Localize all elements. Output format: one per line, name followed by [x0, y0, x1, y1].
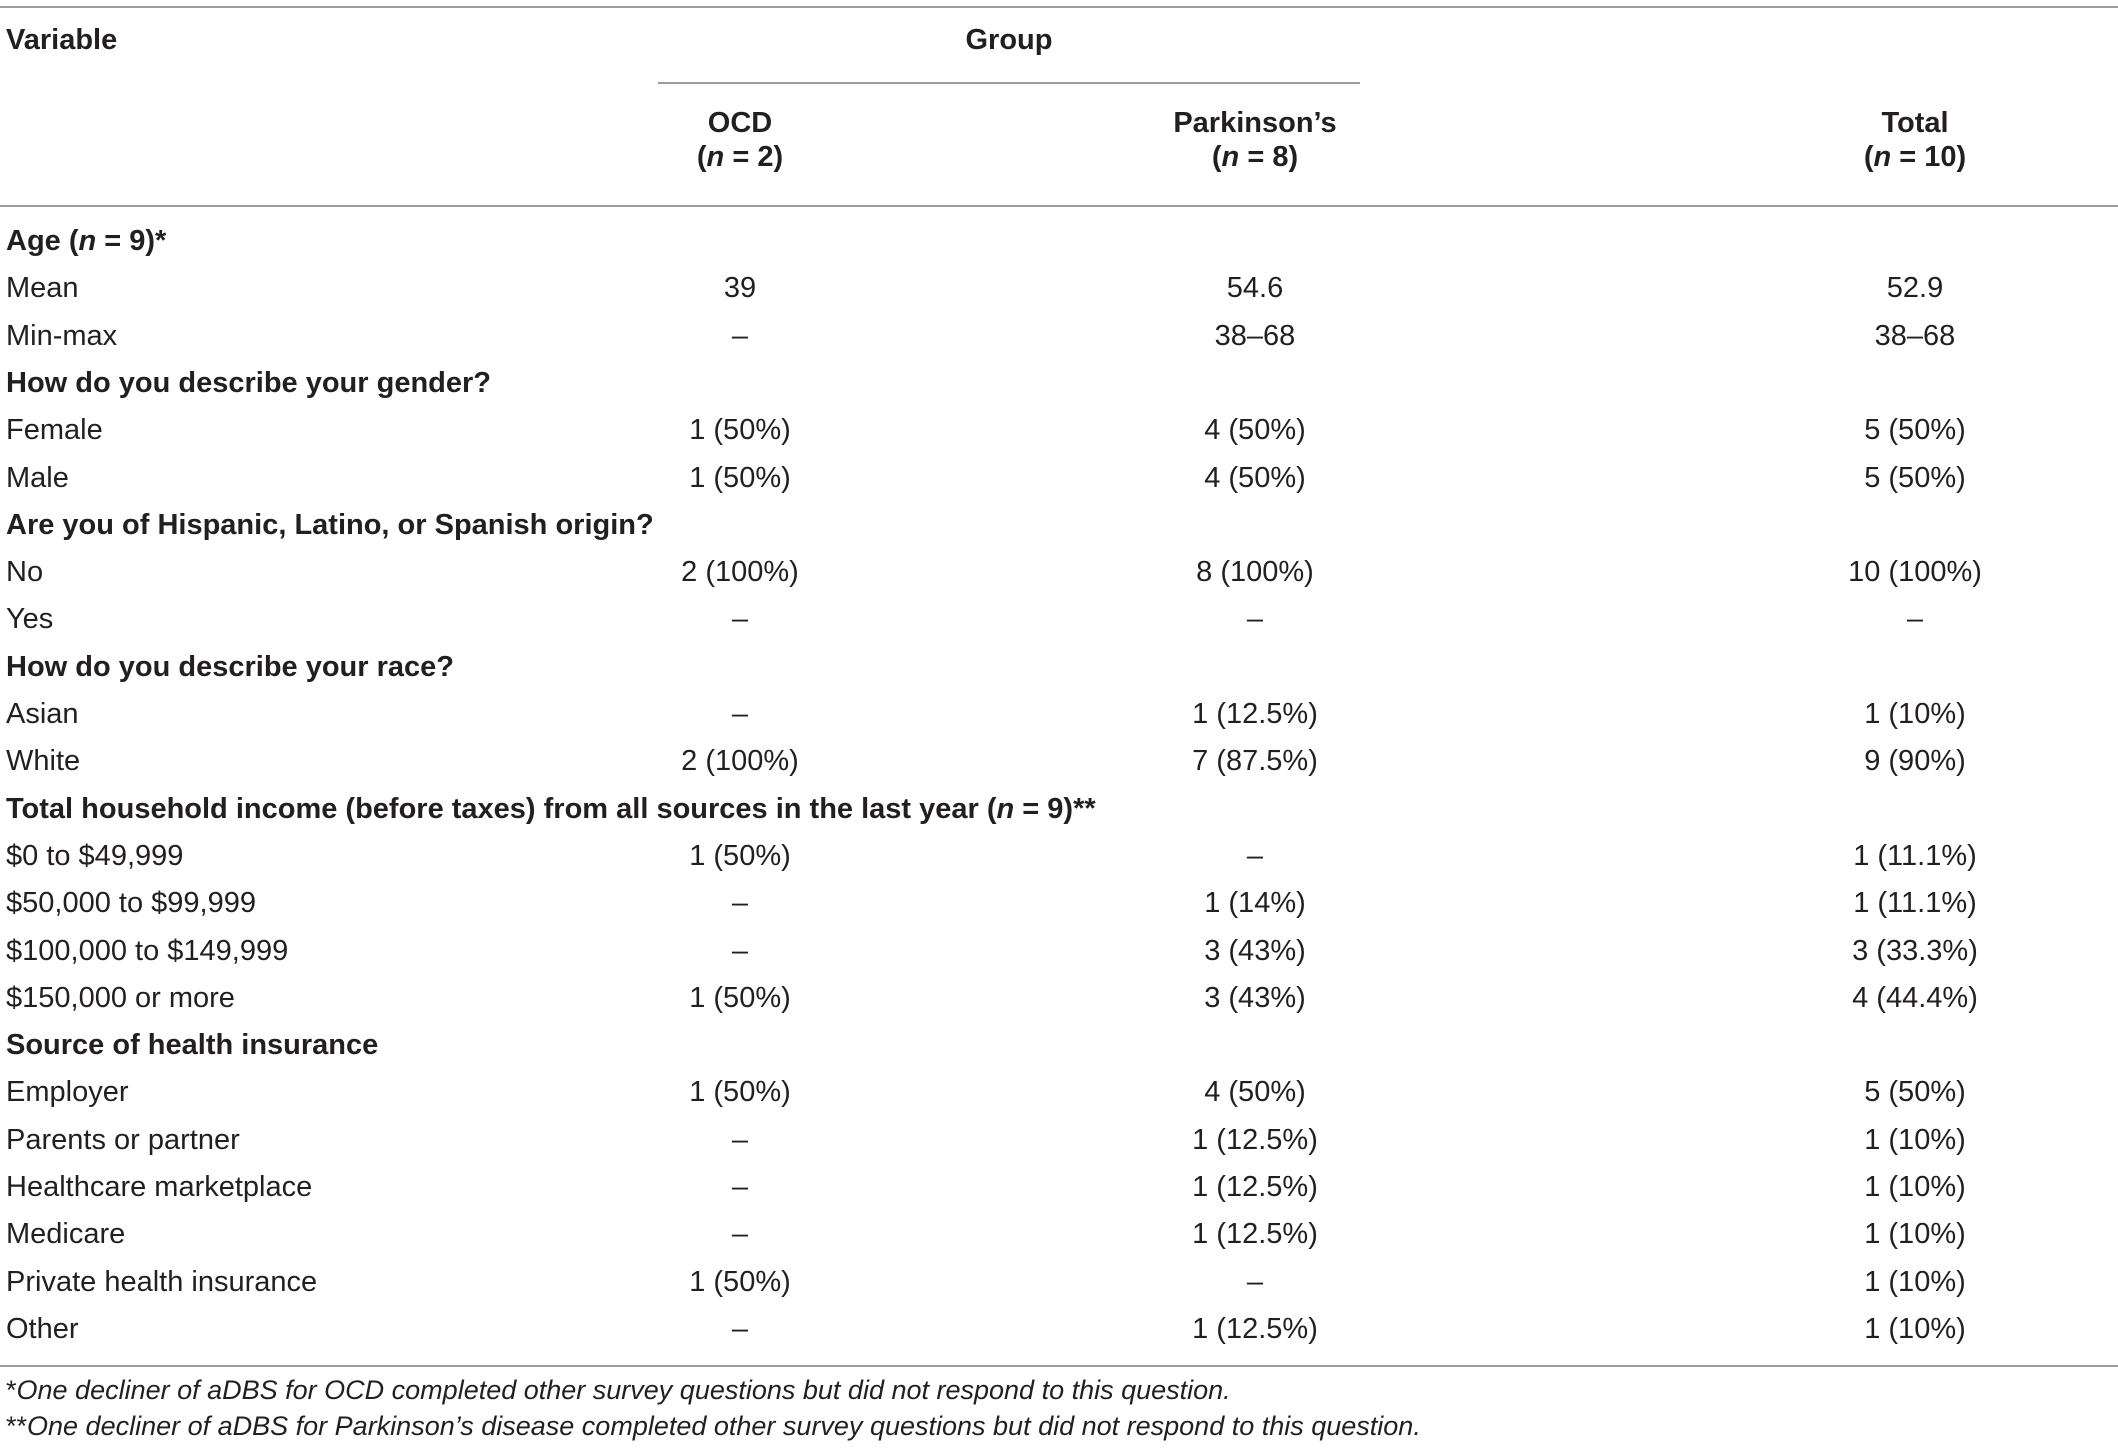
section-title-suffix: = 9)** [1014, 792, 1096, 825]
cell-parkinsons: – [1246, 839, 1264, 872]
row-label: $100,000 to $149,999 [6, 934, 289, 967]
table-bottom-rule [0, 1365, 2118, 1367]
section-header [0, 1022, 2118, 1069]
row-label: Asian [6, 698, 79, 730]
section-header [0, 218, 2118, 265]
table-row [0, 880, 2118, 927]
cell-ocd: – [731, 1312, 749, 1345]
cell-ocd: 39 [723, 272, 757, 305]
header-total: Total (n = 10) [1863, 107, 1967, 173]
cell-parkinsons: 1 (12.5%) [1192, 1171, 1318, 1203]
header-ocd-label: OCD [707, 107, 773, 139]
header-ocd: OCD (n = 2) [696, 107, 784, 173]
cell-ocd: 2 (100%) [681, 556, 799, 589]
section-title [6, 502, 654, 549]
table-row [0, 1211, 2118, 1258]
header-bottom-rule [0, 205, 2118, 207]
section-title-text: Total household income (before taxes) from all sources in the last year ( [6, 792, 997, 825]
row-label: Min-max [6, 319, 118, 352]
table-row [0, 1306, 2118, 1353]
cell-total: 5 (50%) [1864, 461, 1966, 494]
header-total-n: n [1873, 141, 1892, 173]
row-label: $150,000 or more [6, 981, 235, 1014]
header-ocd-count: = 2) [724, 141, 784, 173]
cell-ocd: 1 (50%) [689, 1076, 791, 1109]
cell-total: 1 (10%) [1864, 698, 1966, 730]
section-header [0, 786, 2118, 833]
group-underline [658, 82, 1360, 84]
row-label: Parents or partner [6, 1123, 240, 1156]
cell-total: 1 (11.1%) [1853, 839, 1977, 872]
cell-parkinsons: 1 (12.5%) [1192, 1123, 1318, 1156]
cell-parkinsons: 1 (12.5%) [1192, 1218, 1318, 1251]
section-title [6, 644, 454, 691]
header-variable: Variable [6, 24, 118, 56]
row-label: Medicare [6, 1218, 126, 1251]
footnote-1 [6, 1372, 1231, 1408]
cell-ocd: 1 (50%) [689, 839, 791, 872]
cell-total: 9 (90%) [1864, 745, 1966, 778]
cell-parkinsons: 1 (14%) [1204, 887, 1306, 920]
header-total-label: Total [1881, 107, 1949, 139]
cell-ocd: – [731, 1123, 749, 1156]
cell-ocd: 1 (50%) [689, 414, 791, 447]
table-row [0, 1069, 2118, 1116]
table-row [0, 596, 2118, 643]
cell-parkinsons: 38–68 [1214, 319, 1296, 352]
footnote-1-mark: * [6, 1375, 17, 1405]
row-label: No [6, 556, 44, 589]
cell-ocd: – [731, 319, 749, 352]
cell-total: 5 (50%) [1864, 414, 1966, 447]
cell-parkinsons: 7 (87.5%) [1192, 745, 1318, 778]
cell-ocd: – [731, 887, 749, 920]
section-title [6, 360, 491, 407]
cell-ocd: – [731, 603, 749, 636]
cell-parkinsons: – [1246, 1265, 1264, 1298]
cell-total: – [1906, 603, 1924, 636]
section-title-suffix: = 9)* [96, 225, 167, 257]
cell-total: 5 (50%) [1864, 1076, 1966, 1109]
header-total-count: = 10) [1891, 141, 1967, 173]
section-title-text: How do you describe your race? [6, 650, 454, 683]
cell-ocd: – [731, 1171, 749, 1203]
cell-total: 1 (10%) [1864, 1171, 1966, 1203]
cell-total: 3 (33.3%) [1852, 934, 1978, 967]
row-label: Other [6, 1312, 79, 1345]
table-row [0, 928, 2118, 975]
table-row [0, 1259, 2118, 1306]
cell-parkinsons: 4 (50%) [1204, 461, 1306, 494]
row-label: Male [6, 461, 69, 494]
cell-parkinsons: 4 (50%) [1204, 1076, 1306, 1109]
table-row [0, 738, 2118, 785]
row-label: Private health insurance [6, 1265, 318, 1298]
table-row [0, 691, 2118, 738]
section-title [6, 1022, 378, 1069]
table-row [0, 833, 2118, 880]
cell-parkinsons: 1 (12.5%) [1192, 1312, 1318, 1345]
table-row [0, 549, 2118, 596]
cell-parkinsons: 3 (43%) [1204, 981, 1306, 1014]
cell-total: 1 (11.1%) [1853, 887, 1977, 920]
cell-ocd: – [731, 1218, 749, 1251]
cell-total: 52.9 [1886, 272, 1944, 305]
row-label: Yes [6, 603, 54, 636]
cell-ocd: 1 (50%) [689, 461, 791, 494]
cell-ocd: – [731, 934, 749, 967]
footnote-1-text: One decliner of aDBS for OCD completed other survey questions but did not respond to this question. [16, 1375, 1231, 1405]
footnote-2-text: One decliner of aDBS for Parkinson’s disease completed other survey questions but did not respond to this question. [27, 1411, 1421, 1441]
section-header [0, 360, 2118, 407]
cell-parkinsons: 4 (50%) [1204, 414, 1306, 447]
table-row [0, 455, 2118, 502]
row-label: Employer [6, 1076, 129, 1109]
table-row [0, 1117, 2118, 1164]
section-title-n: n [996, 792, 1015, 825]
table-row [0, 313, 2118, 360]
cell-total: 1 (10%) [1864, 1312, 1966, 1345]
section-title-text: Age ( [6, 225, 79, 257]
cell-ocd: – [731, 698, 749, 730]
section-title-n: n [78, 225, 97, 257]
row-label: White [6, 745, 81, 778]
header-ocd-n: n [706, 141, 725, 173]
header-parkinsons-label: Parkinson’s [1173, 107, 1337, 139]
cell-total: 38–68 [1874, 319, 1956, 352]
header-parkinsons: Parkinson’s (n = 8) [1173, 107, 1337, 173]
row-label: Healthcare marketplace [6, 1171, 313, 1203]
cell-parkinsons: – [1246, 603, 1264, 636]
footnote-2 [6, 1408, 1421, 1444]
header-parkinsons-n: n [1221, 141, 1240, 173]
header-group: Group [965, 24, 1053, 56]
row-label: $0 to $49,999 [6, 839, 184, 872]
section-title-text: Are you of Hispanic, Latino, or Spanish origin? [6, 508, 654, 541]
section-header [0, 644, 2118, 691]
cell-ocd: 1 (50%) [689, 1265, 791, 1298]
table-row [0, 1164, 2118, 1211]
section-header [0, 502, 2118, 549]
section-title-text: Source of health insurance [6, 1029, 379, 1062]
section-title [6, 786, 1096, 833]
table-top-rule [0, 6, 2118, 8]
table-row [0, 975, 2118, 1022]
cell-total: 1 (10%) [1864, 1218, 1966, 1251]
row-label: Mean [6, 272, 79, 305]
cell-parkinsons: 3 (43%) [1204, 934, 1306, 967]
section-title [6, 218, 166, 265]
header-parkinsons-count: = 8) [1239, 141, 1299, 173]
cell-total: 10 (100%) [1848, 556, 1982, 589]
cell-total: 1 (10%) [1864, 1123, 1966, 1156]
footnote-2-mark: ** [6, 1411, 28, 1441]
table-row [0, 265, 2118, 312]
cell-ocd: 1 (50%) [689, 981, 791, 1014]
cell-total: 1 (10%) [1864, 1265, 1966, 1298]
section-title-text: How do you describe your gender? [6, 366, 492, 399]
row-label: $50,000 to $99,999 [6, 887, 256, 920]
cell-parkinsons: 1 (12.5%) [1192, 698, 1318, 730]
cell-total: 4 (44.4%) [1852, 981, 1978, 1014]
cell-parkinsons: 54.6 [1226, 272, 1284, 305]
row-label: Female [6, 414, 103, 447]
cell-ocd: 2 (100%) [681, 745, 799, 778]
cell-parkinsons: 8 (100%) [1196, 556, 1314, 589]
table-row [0, 407, 2118, 454]
